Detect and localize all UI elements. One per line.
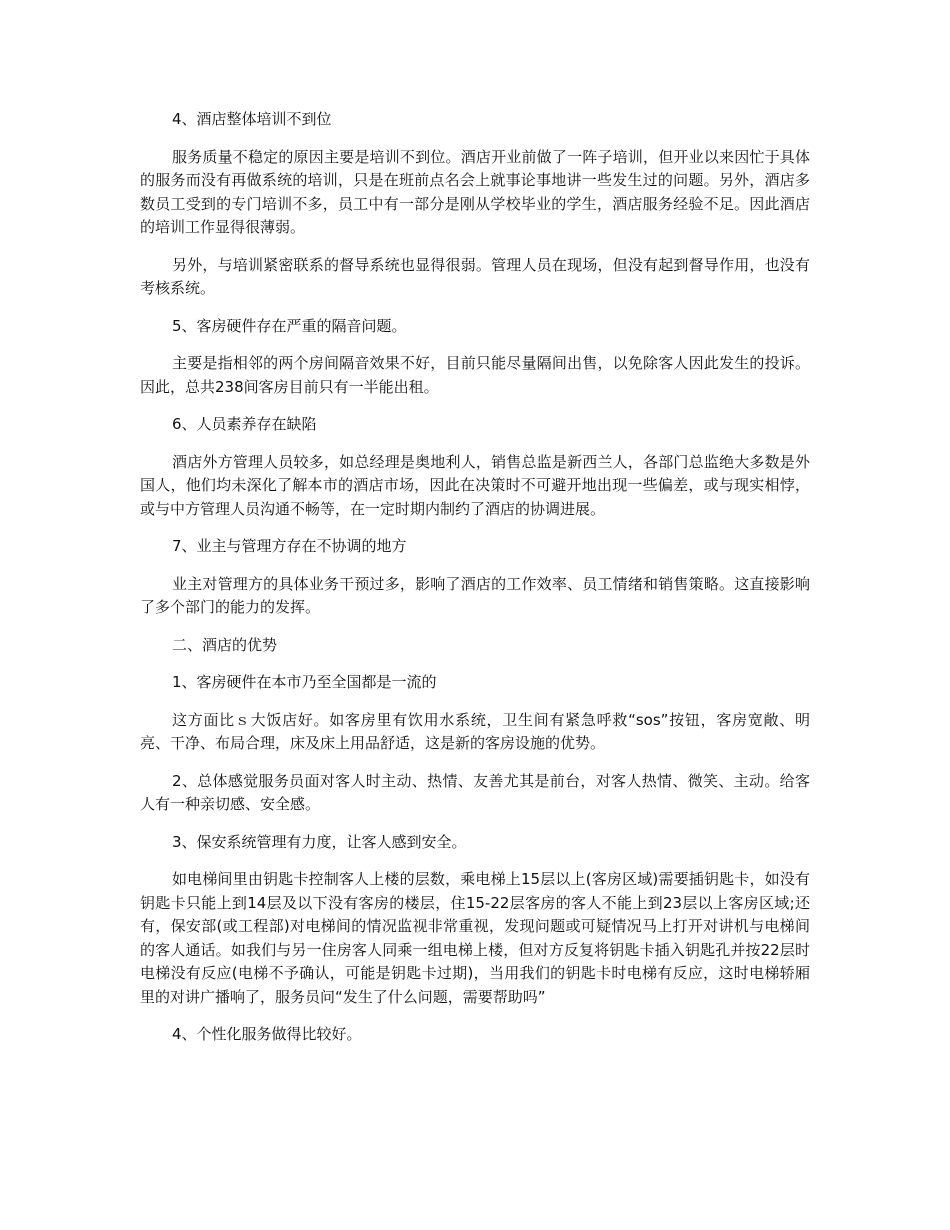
paragraph-service-attitude: 2、总体感觉服务员面对客人时主动、热情、友善尤其是前台，对客人热情、微笑、主动。给客人有一种亲切感、安全感。 bbox=[140, 771, 810, 813]
paragraph-soundproofing: 主要是指相邻的两个房间隔音效果不好，目前只能尽量隔间出售，以免除客人因此发生的投诉。因此，总共238间客房目前只有一半能出租。 bbox=[140, 354, 810, 396]
paragraph-supervision: 另外，与培训紧密联系的督导系统也显得很弱。管理人员在现场，但没有起到督导作用，也没有考核系统。 bbox=[140, 255, 810, 297]
section-heading-room-hardware: 1、客房硬件在本市乃至全国都是一流的 bbox=[172, 673, 437, 691]
section-heading-security: 3、保安系统管理有力度，让客人感到安全。 bbox=[172, 832, 467, 851]
section-heading-soundproofing: 5、客房硬件存在严重的隔音问题。 bbox=[172, 316, 407, 335]
section-heading-training: 4、酒店整体培训不到位 bbox=[172, 110, 332, 128]
section-heading-personalized-service: 4、个性化服务做得比较好。 bbox=[172, 1025, 362, 1043]
section-heading-owner-management: 7、业主与管理方存在不协调的地方 bbox=[172, 537, 407, 555]
section-heading-advantages: 二、酒店的优势 bbox=[172, 635, 278, 654]
document-page bbox=[140, 108, 810, 1061]
paragraph-room-hardware: 这方面比ｓ大饭店好。如客房里有饮用水系统，卫生间有紧急呼救“sos”按钮，客房宽敞、明亮、干净、布局合理，床及床上用品舒适，这是新的客房设施的优势。 bbox=[140, 710, 810, 752]
paragraph-security: 如电梯间里由钥匙卡控制客人上楼的层数，乘电梯上15层以上(客房区域)需要插钥匙卡，如没有钥匙卡只能上到14层及以下没有客房的楼层，住15-22层客房的客人不能上到23层以上客房区域;还有，保安部(或工程部)对电梯间的情况监视非常重视，发现问题或可疑情况马上打开对讲机与电梯间的客人通话。如我们与另一住房客人同乘一组电梯上楼，但对方反复将钥匙卡插入钥匙孔并按22层时电梯没有反应(电梯不予确认，可能是钥匙卡过期)，当用我们的钥匙卡时电梯有反应，这时电梯轿厢里的对讲广播响了，服务员问“发生了什么问题，需要帮助吗” bbox=[140, 870, 810, 1006]
section-heading-staff-quality: 6、人员素养存在缺陷 bbox=[172, 415, 317, 433]
paragraph-staff-quality: 酒店外方管理人员较多，如总经理是奥地利人，销售总监是新西兰人，各部门总监绝大多数是外国人，他们均未深化了解本市的酒店市场，因此在决策时不可避开地出现一些偏差，或与现实相悖，或与中方管理人员沟通不畅等，在一定时期内制约了酒店的协调进展。 bbox=[140, 452, 810, 518]
paragraph-training-issue: 服务质量不稳定的原因主要是培训不到位。酒店开业前做了一阵子培训，但开业以来因忙于具体的服务而没有再做系统的培训，只是在班前点名会上就事论事地讲一些发生过的问题。另外，酒店多数员工受到的专门培训不多，员工中有一部分是刚从学校毕业的学生，酒店服务经验不足。因此酒店的培训工作显得很薄弱。 bbox=[140, 147, 810, 236]
paragraph-owner-management: 业主对管理方的具体业务干预过多，影响了酒店的工作效率、员工情绪和销售策略。这直接影响了多个部门的能力的发挥。 bbox=[140, 574, 810, 616]
